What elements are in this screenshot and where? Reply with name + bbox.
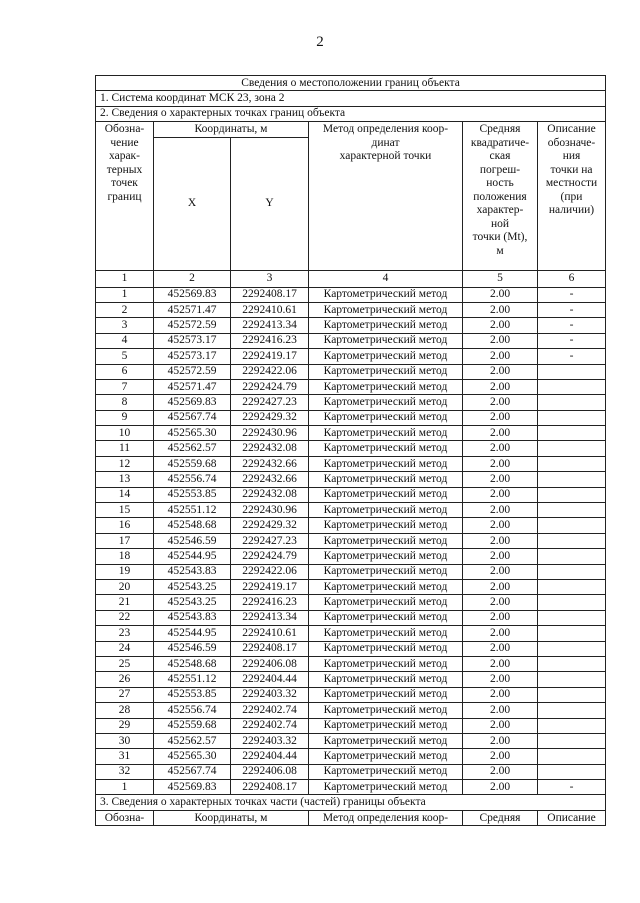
footer-header-row	[96, 810, 606, 825]
description: -	[538, 780, 606, 795]
method: Картометрический метод	[309, 456, 463, 471]
column-number: 5	[463, 270, 538, 287]
table-row	[96, 441, 606, 456]
coord-y: 2292404.44	[231, 672, 309, 687]
section-3	[96, 795, 606, 826]
method: Картометрический метод	[309, 549, 463, 564]
accuracy: 2.00	[463, 472, 538, 487]
coord-x: 452572.59	[154, 318, 231, 333]
description: -	[538, 349, 606, 364]
coord-y: 2292402.74	[231, 703, 309, 718]
point-number: 31	[96, 749, 154, 764]
footer-header-coordinates: Координаты, м	[154, 810, 309, 825]
table-row	[96, 595, 606, 610]
point-number: 3	[96, 318, 154, 333]
method: Картометрический метод	[309, 349, 463, 364]
table-row	[96, 780, 606, 795]
table-row	[96, 749, 606, 764]
accuracy: 2.00	[463, 441, 538, 456]
coord-y: 2292419.17	[231, 349, 309, 364]
coord-x: 452569.83	[154, 780, 231, 795]
point-number: 4	[96, 333, 154, 348]
method: Картометрический метод	[309, 410, 463, 425]
description	[538, 579, 606, 594]
point-number: 8	[96, 395, 154, 410]
coord-x: 452571.47	[154, 379, 231, 394]
point-number: 27	[96, 687, 154, 702]
description: -	[538, 318, 606, 333]
coord-y: 2292424.79	[231, 549, 309, 564]
accuracy: 2.00	[463, 518, 538, 533]
table-row	[96, 503, 606, 518]
coord-y: 2292432.08	[231, 441, 309, 456]
coord-x: 452543.83	[154, 610, 231, 625]
table-row	[96, 626, 606, 641]
coord-y: 2292403.32	[231, 733, 309, 748]
coord-x: 452546.59	[154, 533, 231, 548]
header-point-designation: Обозна- чение харак- терных точек границ	[96, 122, 154, 270]
header-row-1	[96, 122, 606, 137]
page-number: 2	[316, 34, 324, 50]
table-row	[96, 364, 606, 379]
description	[538, 379, 606, 394]
column-number: 4	[309, 270, 463, 287]
point-number: 15	[96, 503, 154, 518]
point-number: 32	[96, 764, 154, 779]
description	[538, 564, 606, 579]
header-method: Метод определения коор- динат характерной точки	[309, 122, 463, 270]
column-number: 2	[154, 270, 231, 287]
accuracy: 2.00	[463, 533, 538, 548]
table-row	[96, 641, 606, 656]
title-row	[96, 76, 606, 91]
description: -	[538, 287, 606, 302]
table-row	[96, 410, 606, 425]
method: Картометрический метод	[309, 379, 463, 394]
coord-y: 2292416.23	[231, 595, 309, 610]
table-row	[96, 703, 606, 718]
coord-y: 2292403.32	[231, 687, 309, 702]
table-row	[96, 564, 606, 579]
accuracy: 2.00	[463, 641, 538, 656]
coord-x: 452553.85	[154, 487, 231, 502]
description	[538, 456, 606, 471]
point-number: 13	[96, 472, 154, 487]
coord-x: 452565.30	[154, 749, 231, 764]
coord-y: 2292408.17	[231, 780, 309, 795]
accuracy: 2.00	[463, 595, 538, 610]
accuracy: 2.00	[463, 302, 538, 317]
accuracy: 2.00	[463, 287, 538, 302]
coord-x: 452556.74	[154, 703, 231, 718]
boundary-table	[95, 75, 606, 826]
accuracy: 2.00	[463, 426, 538, 441]
table-row	[96, 718, 606, 733]
point-number: 9	[96, 410, 154, 425]
table-row	[96, 379, 606, 394]
accuracy: 2.00	[463, 333, 538, 348]
table-row	[96, 687, 606, 702]
table-row	[96, 610, 606, 625]
section-2-title: 2. Сведения о характерных точках границ объекта	[96, 106, 606, 121]
table-row	[96, 395, 606, 410]
method: Картометрический метод	[309, 441, 463, 456]
coord-x: 452573.17	[154, 333, 231, 348]
point-number: 29	[96, 718, 154, 733]
table-row	[96, 287, 606, 302]
point-number: 12	[96, 456, 154, 471]
coord-y: 2292408.17	[231, 287, 309, 302]
coord-x: 452546.59	[154, 641, 231, 656]
description	[538, 364, 606, 379]
method: Картометрический метод	[309, 472, 463, 487]
point-number: 1	[96, 780, 154, 795]
accuracy: 2.00	[463, 410, 538, 425]
table-row	[96, 456, 606, 471]
coord-y: 2292430.96	[231, 426, 309, 441]
coord-x: 452543.83	[154, 564, 231, 579]
point-number: 23	[96, 626, 154, 641]
accuracy: 2.00	[463, 672, 538, 687]
method: Картометрический метод	[309, 672, 463, 687]
point-number: 21	[96, 595, 154, 610]
method: Картометрический метод	[309, 564, 463, 579]
accuracy: 2.00	[463, 764, 538, 779]
coord-y: 2292432.66	[231, 472, 309, 487]
accuracy: 2.00	[463, 749, 538, 764]
method: Картометрический метод	[309, 518, 463, 533]
coord-y: 2292419.17	[231, 579, 309, 594]
coord-y: 2292402.74	[231, 718, 309, 733]
section-1-row	[96, 91, 606, 106]
method: Картометрический метод	[309, 318, 463, 333]
column-number: 3	[231, 270, 309, 287]
accuracy: 2.00	[463, 487, 538, 502]
table-row	[96, 549, 606, 564]
point-number: 26	[96, 672, 154, 687]
method: Картометрический метод	[309, 764, 463, 779]
method: Картометрический метод	[309, 287, 463, 302]
description	[538, 595, 606, 610]
accuracy: 2.00	[463, 379, 538, 394]
coord-y: 2292413.34	[231, 610, 309, 625]
footer-header-method: Метод определения коор-	[309, 810, 463, 825]
header-coordinates: Координаты, м	[154, 122, 309, 137]
coord-x: 452548.68	[154, 518, 231, 533]
section-3-row	[96, 795, 606, 810]
coordinate-system: 1. Система координат МСК 23, зона 2	[96, 91, 606, 106]
description	[538, 610, 606, 625]
method: Картометрический метод	[309, 626, 463, 641]
table-row	[96, 318, 606, 333]
description	[538, 472, 606, 487]
point-number: 25	[96, 656, 154, 671]
coord-y: 2292404.44	[231, 749, 309, 764]
description	[538, 518, 606, 533]
coord-x: 452559.68	[154, 456, 231, 471]
coord-y: 2292422.06	[231, 364, 309, 379]
column-numbers-row	[96, 270, 606, 287]
accuracy: 2.00	[463, 610, 538, 625]
accuracy: 2.00	[463, 579, 538, 594]
description: -	[538, 302, 606, 317]
coord-x: 452565.30	[154, 426, 231, 441]
method: Картометрический метод	[309, 656, 463, 671]
coord-x: 452569.83	[154, 395, 231, 410]
table-row	[96, 518, 606, 533]
method: Картометрический метод	[309, 733, 463, 748]
table-row	[96, 333, 606, 348]
method: Картометрический метод	[309, 503, 463, 518]
accuracy: 2.00	[463, 364, 538, 379]
coord-y: 2292408.17	[231, 641, 309, 656]
point-number: 19	[96, 564, 154, 579]
method: Картометрический метод	[309, 426, 463, 441]
method: Картометрический метод	[309, 641, 463, 656]
table-row	[96, 672, 606, 687]
header-accuracy: Средняя квадратиче- ская погреш- ность положения характер- ной точки (Mt), м	[463, 122, 538, 270]
data-rows	[96, 287, 606, 795]
accuracy: 2.00	[463, 687, 538, 702]
description	[538, 733, 606, 748]
coord-x: 452569.83	[154, 287, 231, 302]
point-number: 5	[96, 349, 154, 364]
point-number: 18	[96, 549, 154, 564]
coord-x: 452551.12	[154, 503, 231, 518]
description	[538, 749, 606, 764]
point-number: 22	[96, 610, 154, 625]
section-2-row	[96, 106, 606, 121]
header-x: X	[154, 137, 231, 270]
accuracy: 2.00	[463, 549, 538, 564]
method: Картометрический метод	[309, 595, 463, 610]
description	[538, 410, 606, 425]
coord-y: 2292416.23	[231, 333, 309, 348]
method: Картометрический метод	[309, 333, 463, 348]
coord-x: 452562.57	[154, 733, 231, 748]
accuracy: 2.00	[463, 318, 538, 333]
coord-y: 2292432.66	[231, 456, 309, 471]
accuracy: 2.00	[463, 718, 538, 733]
description: -	[538, 333, 606, 348]
method: Картометрический метод	[309, 610, 463, 625]
accuracy: 2.00	[463, 656, 538, 671]
column-number: 1	[96, 270, 154, 287]
coord-x: 452543.25	[154, 579, 231, 594]
column-number: 6	[538, 270, 606, 287]
description	[538, 687, 606, 702]
table-title: Сведения о местоположении границ объекта	[96, 76, 606, 91]
accuracy: 2.00	[463, 626, 538, 641]
description	[538, 503, 606, 518]
coord-x: 452567.74	[154, 764, 231, 779]
description	[538, 626, 606, 641]
method: Картометрический метод	[309, 487, 463, 502]
point-number: 16	[96, 518, 154, 533]
description	[538, 764, 606, 779]
coord-y: 2292422.06	[231, 564, 309, 579]
point-number: 2	[96, 302, 154, 317]
table-row	[96, 487, 606, 502]
point-number: 30	[96, 733, 154, 748]
table-row	[96, 472, 606, 487]
accuracy: 2.00	[463, 703, 538, 718]
coord-y: 2292427.23	[231, 395, 309, 410]
method: Картометрический метод	[309, 703, 463, 718]
coord-x: 452544.95	[154, 549, 231, 564]
table-row	[96, 533, 606, 548]
method: Картометрический метод	[309, 749, 463, 764]
accuracy: 2.00	[463, 780, 538, 795]
coord-x: 452562.57	[154, 441, 231, 456]
coord-y: 2292424.79	[231, 379, 309, 394]
point-number: 20	[96, 579, 154, 594]
coord-y: 2292429.32	[231, 518, 309, 533]
header-description: Описание обозначе- ния точки на местности (при наличии)	[538, 122, 606, 270]
footer-header-accuracy: Средняя	[463, 810, 538, 825]
point-number: 1	[96, 287, 154, 302]
coord-x: 452543.25	[154, 595, 231, 610]
description	[538, 718, 606, 733]
table-row	[96, 302, 606, 317]
description	[538, 672, 606, 687]
table-row	[96, 349, 606, 364]
footer-header-point-designation: Обозна-	[96, 810, 154, 825]
accuracy: 2.00	[463, 503, 538, 518]
method: Картометрический метод	[309, 718, 463, 733]
method: Картометрический метод	[309, 364, 463, 379]
description	[538, 533, 606, 548]
coord-x: 452559.68	[154, 718, 231, 733]
coord-x: 452544.95	[154, 626, 231, 641]
accuracy: 2.00	[463, 395, 538, 410]
method: Картометрический метод	[309, 579, 463, 594]
section-3-title: 3. Сведения о характерных точках части (частей) границы объекта	[96, 795, 606, 810]
coord-y: 2292429.32	[231, 410, 309, 425]
description	[538, 487, 606, 502]
point-number: 14	[96, 487, 154, 502]
coord-y: 2292432.08	[231, 487, 309, 502]
table-row	[96, 733, 606, 748]
description	[538, 703, 606, 718]
description	[538, 395, 606, 410]
point-number: 17	[96, 533, 154, 548]
point-number: 10	[96, 426, 154, 441]
point-number: 24	[96, 641, 154, 656]
coord-x: 452551.12	[154, 672, 231, 687]
point-number: 11	[96, 441, 154, 456]
coord-y: 2292413.34	[231, 318, 309, 333]
coord-x: 452548.68	[154, 656, 231, 671]
coord-x: 452556.74	[154, 472, 231, 487]
coord-y: 2292410.61	[231, 626, 309, 641]
coord-y: 2292410.61	[231, 302, 309, 317]
accuracy: 2.00	[463, 349, 538, 364]
method: Картометрический метод	[309, 687, 463, 702]
table-row	[96, 656, 606, 671]
coord-y: 2292427.23	[231, 533, 309, 548]
coord-y: 2292406.08	[231, 764, 309, 779]
coord-x: 452573.17	[154, 349, 231, 364]
accuracy: 2.00	[463, 733, 538, 748]
table-row	[96, 764, 606, 779]
method: Картометрический метод	[309, 533, 463, 548]
method: Картометрический метод	[309, 395, 463, 410]
coord-y: 2292406.08	[231, 656, 309, 671]
description	[538, 441, 606, 456]
footer-header-description: Описание	[538, 810, 606, 825]
coord-x: 452571.47	[154, 302, 231, 317]
coord-y: 2292430.96	[231, 503, 309, 518]
point-number: 7	[96, 379, 154, 394]
method: Картометрический метод	[309, 302, 463, 317]
accuracy: 2.00	[463, 456, 538, 471]
coord-x: 452553.85	[154, 687, 231, 702]
point-number: 28	[96, 703, 154, 718]
header-y: Y	[231, 137, 309, 270]
point-number: 6	[96, 364, 154, 379]
description	[538, 641, 606, 656]
method: Картометрический метод	[309, 780, 463, 795]
coord-x: 452572.59	[154, 364, 231, 379]
table-row	[96, 579, 606, 594]
description	[538, 426, 606, 441]
accuracy: 2.00	[463, 564, 538, 579]
description	[538, 656, 606, 671]
description	[538, 549, 606, 564]
table-row	[96, 426, 606, 441]
coord-x: 452567.74	[154, 410, 231, 425]
